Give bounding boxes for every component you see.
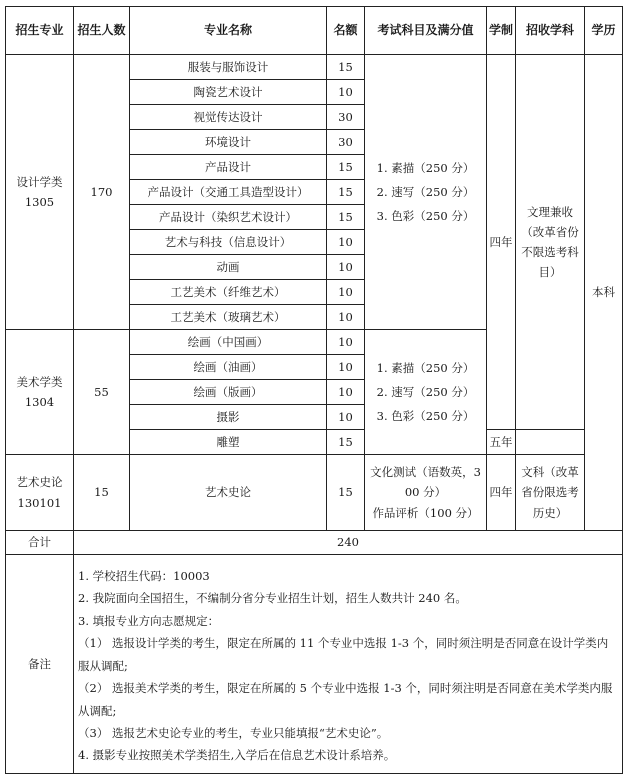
notes-content (74, 555, 623, 774)
program-quota: 10 (327, 280, 365, 305)
art-history-exam-cell (365, 455, 487, 531)
total-label: 合计 (6, 531, 74, 555)
exam-item: 1. 素描（250 分） (376, 360, 475, 375)
fine-arts-count: 55 (74, 330, 130, 455)
art-history-count: 15 (74, 455, 130, 531)
header-degree: 学历 (585, 7, 623, 55)
design-major-name: 设计学类 (16, 174, 63, 189)
note-item: 4. 摄影专业按照美术学类招生,入学后在信息艺术设计系培养。 (78, 748, 396, 763)
program-name: 陶瓷艺术设计 (130, 80, 327, 105)
program-quota: 10 (327, 355, 365, 380)
header-row (6, 7, 623, 55)
program-name: 服装与服饰设计 (130, 55, 327, 80)
art-history-subject: 文科（改革省份限选考历史） (516, 455, 585, 531)
table-row (6, 455, 623, 531)
fine-arts-major-code: 1304 (24, 395, 55, 409)
program-name: 艺术史论 (130, 455, 327, 531)
program-quota: 30 (327, 130, 365, 155)
program-quota: 10 (327, 305, 365, 330)
art-history-major-cell (6, 455, 74, 531)
note-item: 2. 我院面向全国招生，不编制分省分专业招生计划，招生人数共计 240 名。 (78, 591, 467, 606)
header-quota: 名额 (327, 7, 365, 55)
program-quota: 10 (327, 230, 365, 255)
program-quota: 15 (327, 205, 365, 230)
program-name: 视觉传达设计 (130, 105, 327, 130)
program-name: 摄影 (130, 405, 327, 430)
program-name: 产品设计（交通工具造型设计） (130, 180, 327, 205)
program-quota: 10 (327, 405, 365, 430)
program-name: 动画 (130, 255, 327, 280)
art-history-years: 四年 (487, 455, 516, 531)
design-count: 170 (74, 55, 130, 330)
note-item: （3） 选报艺术史论专业的考生，专业只能填报“艺术史论”。 (78, 725, 389, 740)
program-quota: 10 (327, 255, 365, 280)
header-exam: 考试科目及满分值 (365, 7, 487, 55)
program-name: 产品设计（染织艺术设计） (130, 205, 327, 230)
header-major: 招生专业 (6, 7, 74, 55)
program-name: 雕塑 (130, 430, 327, 455)
program-quota: 10 (327, 330, 365, 355)
notes-label: 备注 (6, 555, 74, 774)
total-value: 240 (74, 531, 623, 555)
program-name: 工艺美术（玻璃艺术） (130, 305, 327, 330)
design-major-code: 1305 (24, 195, 55, 209)
program-name: 绘画（中国画） (130, 330, 327, 355)
exam-item: 1. 素描（250 分） (376, 160, 475, 175)
header-name: 专业名称 (130, 7, 327, 55)
exam-item: 文化测试（语数英，300 分） (370, 465, 481, 500)
header-subject: 招收学科 (516, 7, 585, 55)
years-five-cell: 五年 (487, 430, 516, 455)
note-item: （2） 选报美术学类的考生，限定在所属的 5 个专业中选报 1-3 个，同时须注明是否同意在美术学类内服从调配; (78, 681, 613, 718)
program-name: 艺术与科技（信息设计） (130, 230, 327, 255)
program-quota: 10 (327, 80, 365, 105)
exam-item: 3. 色彩（250 分） (376, 209, 475, 224)
program-quota: 15 (327, 180, 365, 205)
fine-arts-exam-cell (365, 330, 487, 455)
program-quota: 30 (327, 105, 365, 130)
art-history-major-code: 130101 (17, 495, 62, 510)
design-major-cell (6, 55, 74, 330)
program-quota: 15 (327, 430, 365, 455)
program-quota: 10 (327, 380, 365, 405)
program-name: 工艺美术（纤维艺术） (130, 280, 327, 305)
admissions-table-container (5, 6, 622, 774)
program-quota: 15 (327, 55, 365, 80)
subject-science-arts-cell: 文理兼收（改革省份不限选考科目） (516, 55, 585, 430)
exam-item: 2. 速写（250 分） (376, 384, 475, 399)
fine-arts-major-name: 美术学类 (16, 374, 63, 389)
note-item: 1. 学校招生代码：10003 (78, 569, 210, 583)
fine-arts-major-cell (6, 330, 74, 455)
notes-row (6, 555, 623, 774)
degree-cell: 本科 (585, 55, 623, 531)
years-four-cell: 四年 (487, 55, 516, 430)
program-name: 产品设计 (130, 155, 327, 180)
table-row (6, 55, 623, 80)
header-years: 学制 (487, 7, 516, 55)
header-count: 招生人数 (74, 7, 130, 55)
note-item: （1） 选报设计学类的考生，限定在所属的 11 个专业中选报 1-3 个，同时须注明是否同意在设计学类内服从调配; (78, 636, 609, 673)
program-name: 绘画（油画） (130, 355, 327, 380)
exam-item: 作品评析（100 分） (372, 505, 479, 520)
program-quota: 15 (327, 455, 365, 531)
exam-item: 2. 速写（250 分） (376, 184, 475, 199)
total-row (6, 531, 623, 555)
admissions-table (5, 6, 623, 774)
program-quota: 15 (327, 155, 365, 180)
design-exam-cell (365, 55, 487, 330)
program-name: 环境设计 (130, 130, 327, 155)
art-history-major-name: 艺术史论 (16, 475, 63, 490)
program-name: 绘画（版画） (130, 380, 327, 405)
note-item: 3. 填报专业方向志愿规定： (78, 613, 220, 628)
exam-item: 3. 色彩（250 分） (376, 409, 475, 424)
